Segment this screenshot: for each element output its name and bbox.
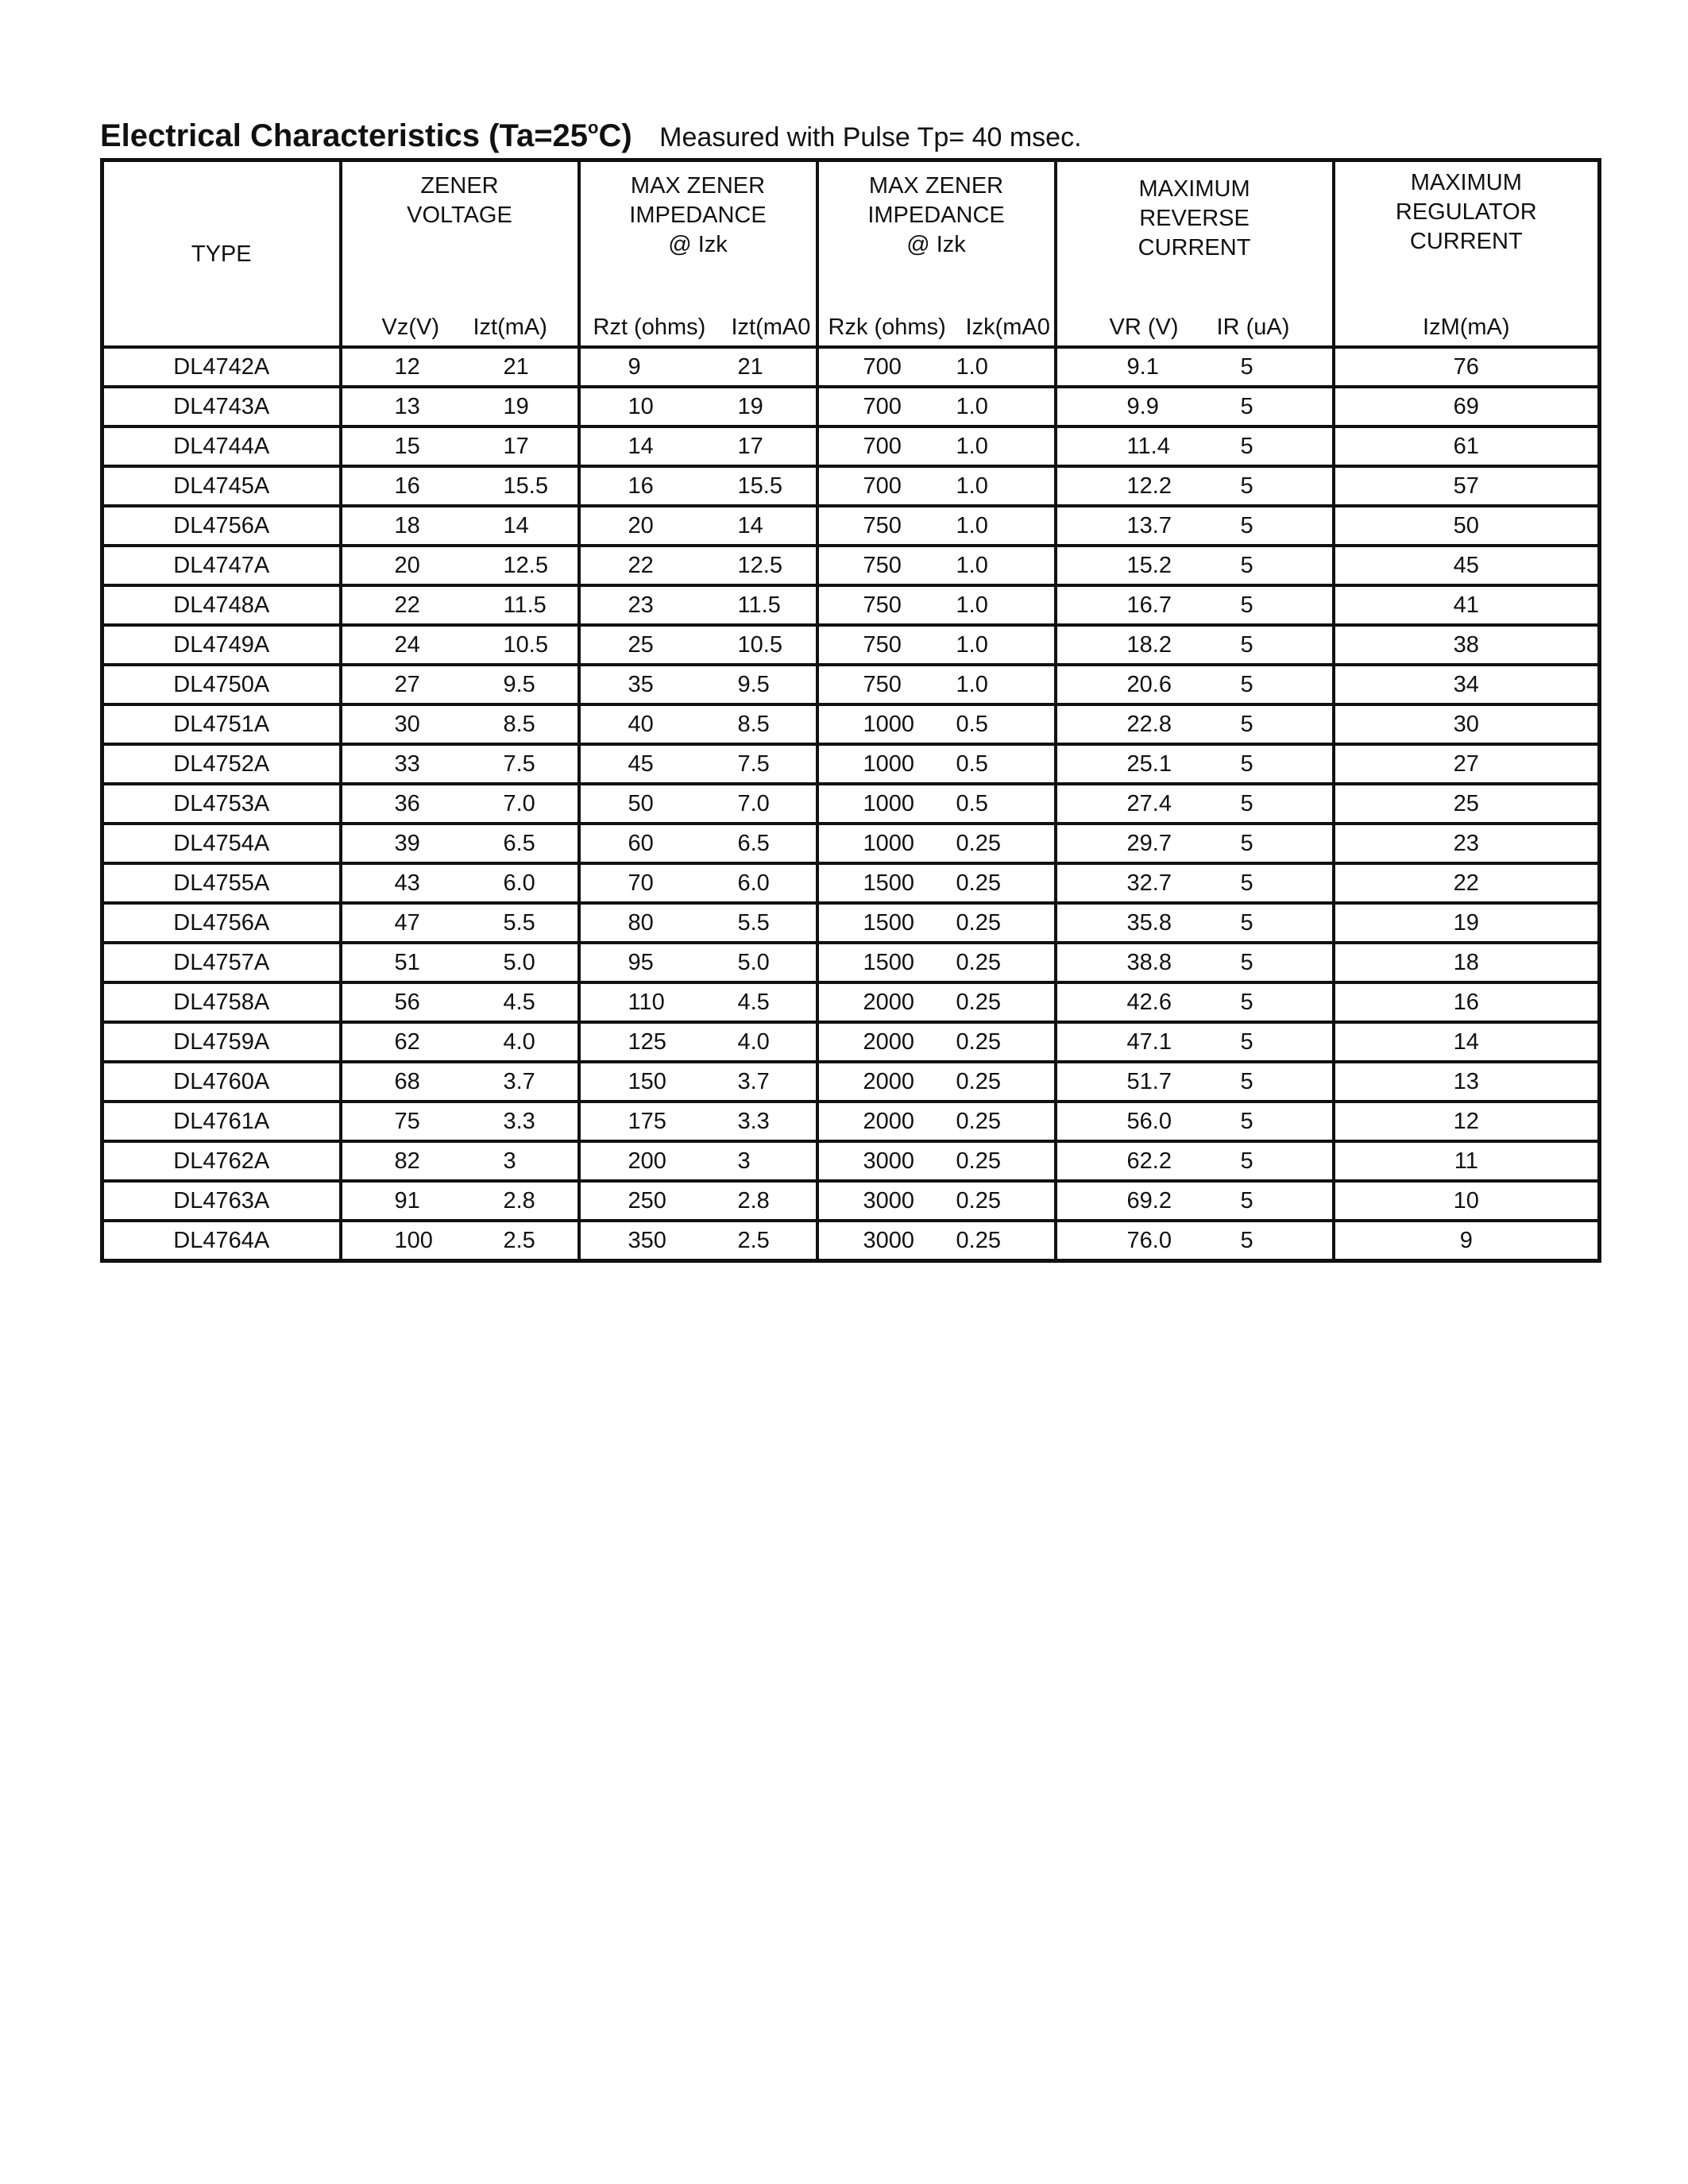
table-row: [102, 704, 1600, 744]
cell-vz: 56: [341, 982, 460, 1022]
header-max-zener-impedance-2: MAX ZENER IMPEDANCE @ Izk Rzk (ohms) Izk(mA0: [817, 160, 1056, 348]
cell-vr: 9.1: [1056, 347, 1195, 387]
cell-rzt: 9: [579, 347, 698, 387]
cell-type: DL4758A: [102, 982, 341, 1022]
cell-rzt: 110: [579, 982, 698, 1022]
cell-vr: 12.2: [1056, 466, 1195, 506]
cell-rzt: 175: [579, 1102, 698, 1141]
cell-vr: 13.7: [1056, 506, 1195, 546]
cell-type: DL4756A: [102, 506, 341, 546]
cell-izm: 14: [1334, 1022, 1600, 1062]
cell-type: DL4744A: [102, 426, 341, 466]
cell-rzt: 200: [579, 1141, 698, 1181]
header-zener-voltage: ZENER VOLTAGE Vz(V) Izt(mA): [341, 160, 579, 348]
cell-izk: 1.0: [937, 426, 1056, 466]
cell-vr: 69.2: [1056, 1181, 1195, 1221]
cell-izt2: 4.5: [698, 982, 817, 1022]
cell-izk: 0.25: [937, 863, 1056, 903]
cell-izt: 5.5: [460, 903, 579, 943]
cell-rzt: 250: [579, 1181, 698, 1221]
cell-type: DL4763A: [102, 1181, 341, 1221]
header-max-zener-impedance-1: MAX ZENER IMPEDANCE @ Izk Rzt (ohms) Izt(mA0: [579, 160, 817, 348]
cell-rzt: 60: [579, 824, 698, 863]
cell-izk: 1.0: [937, 585, 1056, 625]
cell-vz: 62: [341, 1022, 460, 1062]
cell-type: DL4748A: [102, 585, 341, 625]
cell-rzt: 80: [579, 903, 698, 943]
table-row: [102, 387, 1600, 426]
cell-vr: 47.1: [1056, 1022, 1195, 1062]
cell-vz: 100: [341, 1221, 460, 1261]
cell-vz: 91: [341, 1181, 460, 1221]
table-row: [102, 744, 1600, 784]
cell-izt: 3: [460, 1141, 579, 1181]
table-row: [102, 426, 1600, 466]
cell-rzt: 20: [579, 506, 698, 546]
cell-vr: 62.2: [1056, 1141, 1195, 1181]
cell-rzk: 2000: [817, 1102, 937, 1141]
table-row: [102, 903, 1600, 943]
table-row: [102, 506, 1600, 546]
cell-izt2: 2.8: [698, 1181, 817, 1221]
cell-vz: 82: [341, 1141, 460, 1181]
cell-izm: 61: [1334, 426, 1600, 466]
cell-rzt: 350: [579, 1221, 698, 1261]
cell-rzk: 700: [817, 347, 937, 387]
cell-izk: 1.0: [937, 625, 1056, 665]
cell-izt: 7.5: [460, 744, 579, 784]
heading-title: Electrical Characteristics $(Ta=25^oC)$: [100, 118, 632, 153]
cell-rzk: 750: [817, 585, 937, 625]
cell-izt2: 3.3: [698, 1102, 817, 1141]
table-row: [102, 824, 1600, 863]
cell-rzt: 50: [579, 784, 698, 824]
cell-izt: 9.5: [460, 665, 579, 704]
header-max-reverse-current: MAXIMUM REVERSE CURRENT VR (V) IR (uA): [1056, 160, 1334, 348]
cell-vr: 27.4: [1056, 784, 1195, 824]
cell-izt2: 8.5: [698, 704, 817, 744]
cell-vr: 15.2: [1056, 546, 1195, 585]
cell-vz: 51: [341, 943, 460, 982]
cell-ir: 5: [1195, 903, 1334, 943]
cell-vr: 29.7: [1056, 824, 1195, 863]
cell-type: DL4756A: [102, 903, 341, 943]
cell-izt2: 10.5: [698, 625, 817, 665]
cell-type: DL4760A: [102, 1062, 341, 1102]
cell-type: DL4764A: [102, 1221, 341, 1261]
subheader-izt: Izt(mA): [473, 314, 547, 340]
cell-type: DL4749A: [102, 625, 341, 665]
table-row: [102, 665, 1600, 704]
cell-rzt: 150: [579, 1062, 698, 1102]
cell-rzk: 1500: [817, 903, 937, 943]
cell-izt2: 7.0: [698, 784, 817, 824]
cell-vz: 15: [341, 426, 460, 466]
cell-vr: 32.7: [1056, 863, 1195, 903]
cell-rzk: 2000: [817, 1022, 937, 1062]
cell-izm: 16: [1334, 982, 1600, 1022]
cell-ir: 5: [1195, 744, 1334, 784]
cell-izt: 6.5: [460, 824, 579, 863]
cell-izk: 0.25: [937, 1062, 1056, 1102]
cell-izt: 6.0: [460, 863, 579, 903]
header-max-regulator-current: MAXIMUM REGULATOR CURRENT IzM(mA): [1334, 160, 1600, 348]
cell-rzt: 16: [579, 466, 698, 506]
cell-izk: 1.0: [937, 387, 1056, 426]
cell-izk: 1.0: [937, 347, 1056, 387]
cell-izt2: 9.5: [698, 665, 817, 704]
cell-izm: 12: [1334, 1102, 1600, 1141]
cell-rzk: 2000: [817, 982, 937, 1022]
cell-type: DL4750A: [102, 665, 341, 704]
cell-izt2: 6.0: [698, 863, 817, 903]
cell-izt: 14: [460, 506, 579, 546]
cell-izt2: 19: [698, 387, 817, 426]
cell-type: DL4743A: [102, 387, 341, 426]
cell-rzt: 10: [579, 387, 698, 426]
table-row: [102, 1022, 1600, 1062]
cell-vz: 12: [341, 347, 460, 387]
cell-vr: 35.8: [1056, 903, 1195, 943]
subheader-ir: IR (uA): [1216, 314, 1290, 340]
cell-vz: 16: [341, 466, 460, 506]
table-row: [102, 863, 1600, 903]
cell-izk: 0.25: [937, 1141, 1056, 1181]
cell-vz: 33: [341, 744, 460, 784]
cell-vr: 42.6: [1056, 982, 1195, 1022]
cell-izt2: 2.5: [698, 1221, 817, 1261]
cell-vz: 22: [341, 585, 460, 625]
table-row: [102, 1062, 1600, 1102]
cell-rzk: 1500: [817, 943, 937, 982]
cell-ir: 5: [1195, 1102, 1334, 1141]
cell-izt2: 6.5: [698, 824, 817, 863]
table-body: [102, 347, 1600, 1261]
cell-vz: 36: [341, 784, 460, 824]
cell-type: DL4752A: [102, 744, 341, 784]
cell-vz: 27: [341, 665, 460, 704]
cell-rzk: 1000: [817, 784, 937, 824]
table-row: [102, 347, 1600, 387]
table-row: [102, 982, 1600, 1022]
cell-izm: 50: [1334, 506, 1600, 546]
cell-izt: 11.5: [460, 585, 579, 625]
cell-izm: 11: [1334, 1141, 1600, 1181]
subheader-rzt: Rzt (ohms): [593, 314, 706, 340]
cell-vr: 22.8: [1056, 704, 1195, 744]
cell-ir: 5: [1195, 585, 1334, 625]
table-row: [102, 1141, 1600, 1181]
cell-ir: 5: [1195, 665, 1334, 704]
cell-vr: 56.0: [1056, 1102, 1195, 1141]
subheader-izk: Izk(mA0: [965, 314, 1050, 340]
cell-ir: 5: [1195, 426, 1334, 466]
cell-type: DL4757A: [102, 943, 341, 982]
cell-izt2: 14: [698, 506, 817, 546]
cell-rzt: 35: [579, 665, 698, 704]
cell-izm: 9: [1334, 1221, 1600, 1261]
cell-izk: 1.0: [937, 546, 1056, 585]
cell-izk: 1.0: [937, 466, 1056, 506]
cell-ir: 5: [1195, 943, 1334, 982]
cell-izk: 0.25: [937, 1102, 1056, 1141]
cell-izt: 3.3: [460, 1102, 579, 1141]
table-row: [102, 585, 1600, 625]
cell-izm: 69: [1334, 387, 1600, 426]
cell-izt2: 17: [698, 426, 817, 466]
cell-rzk: 1500: [817, 863, 937, 903]
cell-vz: 39: [341, 824, 460, 863]
cell-rzk: 3000: [817, 1141, 937, 1181]
cell-izm: 27: [1334, 744, 1600, 784]
cell-izm: 23: [1334, 824, 1600, 863]
cell-vr: 20.6: [1056, 665, 1195, 704]
cell-rzk: 700: [817, 426, 937, 466]
cell-rzk: 3000: [817, 1221, 937, 1261]
cell-vz: 13: [341, 387, 460, 426]
cell-vz: 43: [341, 863, 460, 903]
cell-izt: 12.5: [460, 546, 579, 585]
cell-ir: 5: [1195, 1221, 1334, 1261]
cell-vz: 30: [341, 704, 460, 744]
cell-ir: 5: [1195, 784, 1334, 824]
cell-izt2: 3: [698, 1141, 817, 1181]
subheader-vr: VR (V): [1109, 314, 1179, 340]
cell-rzt: 40: [579, 704, 698, 744]
cell-izm: 10: [1334, 1181, 1600, 1221]
cell-izt: 15.5: [460, 466, 579, 506]
cell-ir: 5: [1195, 704, 1334, 744]
cell-vr: 76.0: [1056, 1221, 1195, 1261]
table-row: [102, 625, 1600, 665]
cell-izm: 76: [1334, 347, 1600, 387]
cell-vz: 20: [341, 546, 460, 585]
cell-vr: 25.1: [1056, 744, 1195, 784]
cell-izt2: 3.7: [698, 1062, 817, 1102]
subheader-izt2: Izt(mA0: [731, 314, 811, 340]
cell-izm: 57: [1334, 466, 1600, 506]
cell-izm: 13: [1334, 1062, 1600, 1102]
cell-rzt: 70: [579, 863, 698, 903]
cell-ir: 5: [1195, 625, 1334, 665]
cell-izk: 1.0: [937, 665, 1056, 704]
cell-vr: 18.2: [1056, 625, 1195, 665]
cell-ir: 5: [1195, 1062, 1334, 1102]
table-row: [102, 466, 1600, 506]
cell-izt2: 15.5: [698, 466, 817, 506]
cell-izm: 25: [1334, 784, 1600, 824]
cell-rzk: 1000: [817, 824, 937, 863]
cell-izm: 45: [1334, 546, 1600, 585]
cell-rzt: 125: [579, 1022, 698, 1062]
cell-rzt: 25: [579, 625, 698, 665]
cell-rzk: 1000: [817, 744, 937, 784]
cell-rzk: 700: [817, 466, 937, 506]
table-row: [102, 943, 1600, 982]
cell-rzk: 2000: [817, 1062, 937, 1102]
cell-izt: 21: [460, 347, 579, 387]
cell-rzk: 700: [817, 387, 937, 426]
cell-izk: 0.25: [937, 1181, 1056, 1221]
table-row: [102, 1102, 1600, 1141]
cell-izt: 17: [460, 426, 579, 466]
cell-izm: 30: [1334, 704, 1600, 744]
cell-vz: 24: [341, 625, 460, 665]
cell-vr: 9.9: [1056, 387, 1195, 426]
subheader-vz: Vz(V): [381, 314, 439, 340]
cell-rzt: 14: [579, 426, 698, 466]
cell-izt2: 5.0: [698, 943, 817, 982]
cell-type: DL4745A: [102, 466, 341, 506]
cell-type: DL4761A: [102, 1102, 341, 1141]
cell-type: DL4747A: [102, 546, 341, 585]
cell-rzk: 3000: [817, 1181, 937, 1221]
subheader-rzk: Rzk (ohms): [828, 314, 946, 340]
cell-izt: 2.8: [460, 1181, 579, 1221]
cell-type: DL4762A: [102, 1141, 341, 1181]
header-row: [102, 160, 1600, 348]
cell-izt: 5.0: [460, 943, 579, 982]
cell-izm: 19: [1334, 903, 1600, 943]
table-row: [102, 546, 1600, 585]
cell-vz: 47: [341, 903, 460, 943]
cell-vz: 68: [341, 1062, 460, 1102]
cell-ir: 5: [1195, 546, 1334, 585]
header-type: TYPE: [191, 241, 252, 267]
cell-ir: 5: [1195, 387, 1334, 426]
cell-vr: 11.4: [1056, 426, 1195, 466]
cell-ir: 5: [1195, 824, 1334, 863]
cell-izk: 0.5: [937, 744, 1056, 784]
cell-izk: 0.25: [937, 824, 1056, 863]
cell-vr: 38.8: [1056, 943, 1195, 982]
page-heading: [100, 118, 1082, 154]
cell-izk: 0.25: [937, 1221, 1056, 1261]
cell-izt2: 7.5: [698, 744, 817, 784]
cell-izt2: 5.5: [698, 903, 817, 943]
cell-type: DL4742A: [102, 347, 341, 387]
cell-vr: 16.7: [1056, 585, 1195, 625]
cell-ir: 5: [1195, 347, 1334, 387]
table-row: [102, 1181, 1600, 1221]
cell-rzt: 23: [579, 585, 698, 625]
cell-rzt: 95: [579, 943, 698, 982]
cell-rzk: 750: [817, 546, 937, 585]
cell-rzt: 22: [579, 546, 698, 585]
cell-rzk: 750: [817, 625, 937, 665]
table-row: [102, 784, 1600, 824]
cell-izt: 2.5: [460, 1221, 579, 1261]
cell-izk: 0.5: [937, 704, 1056, 744]
cell-rzt: 45: [579, 744, 698, 784]
cell-izt2: 21: [698, 347, 817, 387]
cell-ir: 5: [1195, 982, 1334, 1022]
cell-rzk: 1000: [817, 704, 937, 744]
cell-izm: 18: [1334, 943, 1600, 982]
cell-rzk: 750: [817, 665, 937, 704]
cell-izk: 1.0: [937, 506, 1056, 546]
cell-ir: 5: [1195, 506, 1334, 546]
cell-izk: 0.25: [937, 903, 1056, 943]
subheader-izm: IzM(mA): [1423, 314, 1510, 340]
cell-ir: 5: [1195, 466, 1334, 506]
cell-ir: 5: [1195, 1022, 1334, 1062]
cell-izt: 8.5: [460, 704, 579, 744]
cell-type: DL4753A: [102, 784, 341, 824]
table-row: [102, 1221, 1600, 1261]
cell-izt: 7.0: [460, 784, 579, 824]
cell-ir: 5: [1195, 1141, 1334, 1181]
cell-izt: 19: [460, 387, 579, 426]
cell-type: DL4755A: [102, 863, 341, 903]
cell-izk: 0.25: [937, 943, 1056, 982]
cell-izk: 0.25: [937, 1022, 1056, 1062]
cell-izm: 41: [1334, 585, 1600, 625]
cell-izt: 4.5: [460, 982, 579, 1022]
cell-vz: 75: [341, 1102, 460, 1141]
cell-ir: 5: [1195, 1181, 1334, 1221]
cell-izt2: 12.5: [698, 546, 817, 585]
cell-type: DL4751A: [102, 704, 341, 744]
cell-izt: 3.7: [460, 1062, 579, 1102]
cell-vr: 51.7: [1056, 1062, 1195, 1102]
cell-izm: 22: [1334, 863, 1600, 903]
cell-izk: 0.5: [937, 784, 1056, 824]
cell-izt: 4.0: [460, 1022, 579, 1062]
cell-izk: 0.25: [937, 982, 1056, 1022]
cell-izt: 10.5: [460, 625, 579, 665]
cell-izt2: 4.0: [698, 1022, 817, 1062]
cell-vz: 18: [341, 506, 460, 546]
cell-izt2: 11.5: [698, 585, 817, 625]
cell-ir: 5: [1195, 863, 1334, 903]
cell-type: DL4754A: [102, 824, 341, 863]
cell-izm: 38: [1334, 625, 1600, 665]
heading-subtitle: Measured with Pulse Tp= 40 msec.: [659, 122, 1082, 152]
electrical-characteristics-table: [100, 158, 1601, 1263]
cell-rzk: 750: [817, 506, 937, 546]
cell-izm: 34: [1334, 665, 1600, 704]
cell-type: DL4759A: [102, 1022, 341, 1062]
